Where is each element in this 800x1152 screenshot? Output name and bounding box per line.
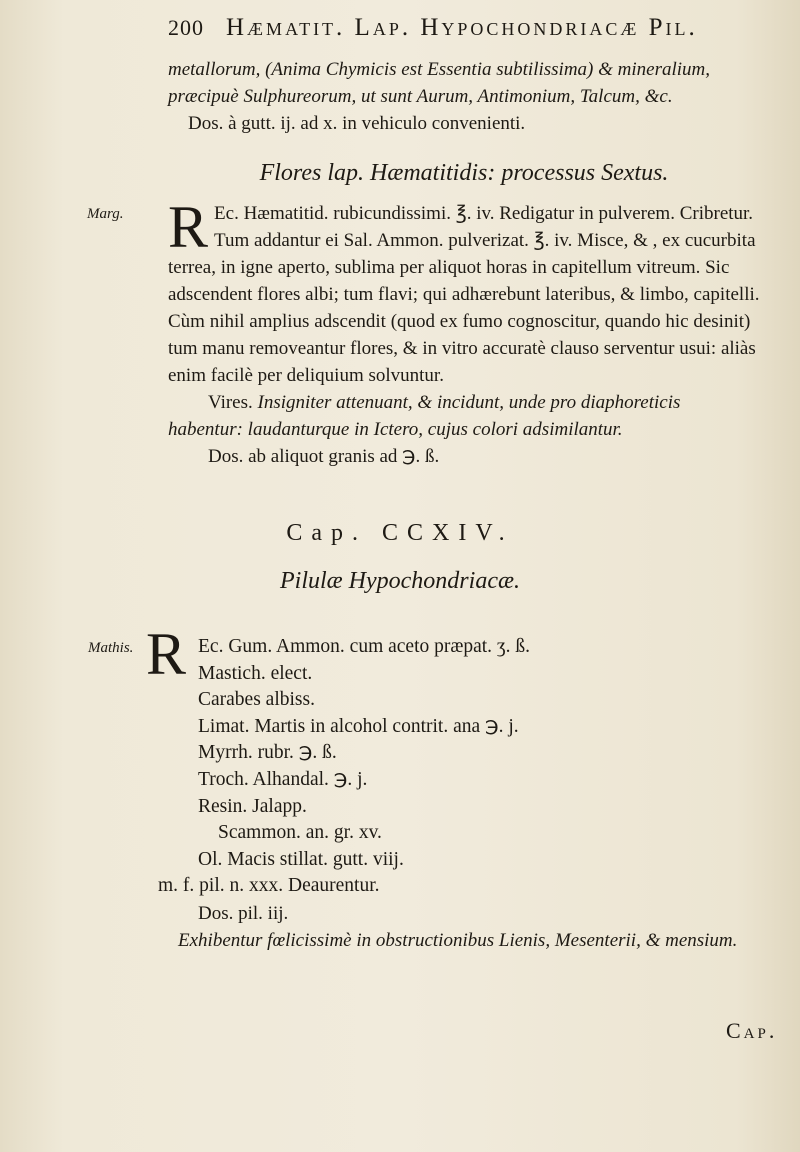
- recipe-line: Ec. Gum. Ammon. cum aceto præpat. ʒ. ß.: [198, 636, 530, 657]
- vires-paragraph: [168, 389, 760, 443]
- flores-block: [168, 194, 760, 470]
- recipe-line: Limat. Martis in alcohol contrit. ana ℈. j.: [198, 715, 519, 737]
- intro-block: [168, 56, 760, 137]
- margin-note-mathis: Mathis.: [88, 640, 134, 656]
- recipe-line: Myrrh. rubr. ℈. ß.: [198, 742, 337, 764]
- recipe-dose: Dos. pil. iij.: [198, 903, 289, 924]
- recipe-line: Ol. Macis stillat. gutt. viij.: [198, 848, 404, 870]
- recipe-line: Mastich. elect.: [198, 662, 313, 684]
- recipe-line: Resin. Jalapp.: [198, 795, 307, 817]
- flores-dose: Dos. ab aliquot granis ad ℈. ß.: [208, 446, 440, 467]
- margin-note-marg: Marg.: [87, 206, 124, 222]
- flores-body: Ec. Hæmatitid. rubicundissimi. ℥. iv. Redigatur in pulverem. Cribretur. Tum addantur ei Sal. Ammon. pulverizat. ℥. iv. Misce, & , ex cucurbita terrea, in igne aperto, sublima per aliquot horas in capitellum vitreum. Sic adscendent flores albi; tum flavi; qui adhærebunt lateribus, & limbo, capitelli. Cùm nihil amplius adscendit (quod ex fumo cognoscitur, quando hic desinit) tum manu removeantur flores, & in vitro accuratè clauso serventur usui: aliàs enim facilè per deliquium solvuntur.: [168, 203, 760, 386]
- drop-cap-recipe: R: [146, 621, 187, 687]
- intro-text: metallorum, (Anima Chymicis est Essentia subtilissima) & mineralium, præcipuè Sulphureorum, ut sunt Aurum, Antimonium, Talcum, &c.: [168, 59, 711, 107]
- recipe-line: Scammon. an. gr. xv.: [218, 822, 382, 844]
- vires-label: Vires.: [208, 392, 253, 413]
- section-title: Flores lap. Hæmatitidis: processus Sextus.: [259, 160, 669, 186]
- recipe-list: [158, 634, 738, 900]
- recipe-line: Carabes albiss.: [198, 689, 315, 711]
- catchword: Cap.: [726, 1018, 778, 1043]
- page-number: 200: [168, 15, 204, 40]
- recipe-exhibition: Exhibentur fœlicissimè in obstructionibus Lienis, Mesenterii, & mensium.: [178, 930, 738, 951]
- intro-dose: Dos. à gutt. ij. ad x. in vehiculo convenienti.: [188, 113, 526, 134]
- vires-text: Insigniter attenuant, & incidunt, unde pro diaphoreticis habentur: laudanturque in Ictero, cujus colori adsimilantur.: [168, 392, 681, 440]
- recipe-dose-block: [178, 900, 760, 954]
- recipe-line: Troch. Alhandal. ℈. j.: [198, 768, 368, 790]
- drop-cap-r: R: [168, 194, 209, 260]
- page-header: [168, 14, 728, 48]
- flores-paragraph: [168, 194, 760, 389]
- chapter-title: Pilulæ Hypochondriacæ.: [280, 568, 520, 594]
- recipe-line: m. f. pil. n. xxx. Deaurentur.: [158, 875, 380, 897]
- chapter-heading: Cap. CCXIV.: [286, 520, 514, 546]
- running-head: Hæmatit. Lap. Hypochondriacæ Pil.: [226, 14, 698, 41]
